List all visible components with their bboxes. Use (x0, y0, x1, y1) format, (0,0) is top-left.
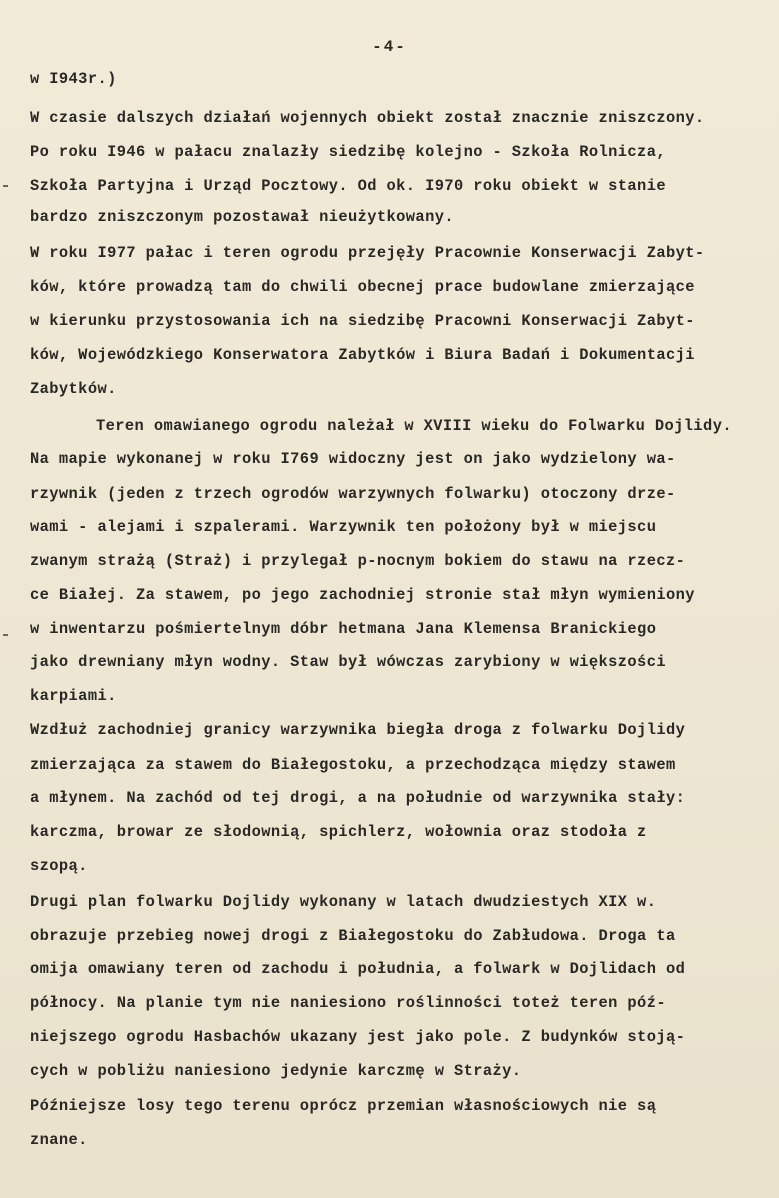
text-line: zmierzająca za stawem do Białegostoku, a przechodząca między stawem (30, 756, 676, 774)
text-line: ków, Wojewódzkiego Konserwatora Zabytków i Biura Badań i Dokumentacji (30, 346, 695, 364)
text-line: w I943r.) (30, 70, 117, 88)
text-line: Szkoła Partyjna i Urząd Pocztowy. Od ok. I970 roku obiekt w stanie (30, 177, 666, 195)
text-line: niejszego ogrodu Hasbachów ukazany jest jako pole. Z budynków stoją- (30, 1028, 686, 1046)
text-line: Na mapie wykonanej w roku I769 widoczny jest on jako wydzielony wa- (30, 450, 676, 468)
text-line: a młynem. Na zachód od tej drogi, a na południe od warzywnika stały: (30, 789, 686, 807)
text-line: cych w pobliżu naniesiono jedynie karczmę w Straży. (30, 1062, 522, 1080)
text-line: północy. Na planie tym nie naniesiono roślinności toteż teren póź- (30, 994, 666, 1012)
text-line: zwanym strażą (Straż) i przylegał p-nocnym bokiem do stawu na rzecz- (30, 552, 686, 570)
text-line: jako drewniany młyn wodny. Staw był wówczas zarybiony w większości (30, 653, 666, 671)
text-line: w inwentarzu pośmiertelnym dóbr hetmana Jana Klemensa Branickiego (30, 620, 657, 638)
text-line: bardzo zniszczonym pozostawał nieużytkowany. (30, 208, 454, 226)
text-line: Zabytków. (30, 380, 117, 398)
text-line: w kierunku przystosowania ich na siedzibę Pracowni Konserwacji Zabyt- (30, 312, 695, 330)
text-line: Wzdłuż zachodniej granicy warzywnika biegła droga z folwarku Dojlidy (30, 721, 686, 739)
text-line: omija omawiany teren od zachodu i południa, a folwark w Dojlidach od (30, 960, 686, 978)
text-line: Drugi plan folwarku Dojlidy wykonany w latach dwudziestych XIX w. (30, 893, 657, 911)
text-line: wami - alejami i szpalerami. Warzywnik ten położony był w miejscu (30, 518, 657, 536)
text-line: znane. (30, 1131, 88, 1149)
text-line: ce Białej. Za stawem, po jego zachodniej stronie stał młyn wymieniony (30, 586, 695, 604)
text-line: Późniejsze losy tego terenu oprócz przemian własnościowych nie są (30, 1097, 657, 1115)
text-line: rzywnik (jeden z trzech ogrodów warzywnych folwarku) otoczony drze- (30, 485, 676, 503)
margin-mark (3, 185, 8, 187)
text-line: obrazuje przebieg nowej drogi z Białegostoku do Zabłudowa. Droga ta (30, 927, 676, 945)
text-line: szopą. (30, 857, 88, 875)
text-line: W roku I977 pałac i teren ogrodu przejęły Pracownie Konserwacji Zabyt- (30, 244, 705, 262)
page-number: -4- (372, 38, 407, 56)
margin-mark (3, 634, 8, 636)
text-line: W czasie dalszych działań wojennych obiekt został znacznie zniszczony. (30, 109, 705, 127)
text-line: Teren omawianego ogrodu należał w XVIII wieku do Folwarku Dojlidy. (96, 417, 732, 435)
text-line: Po roku I946 w pałacu znalazły siedzibę kolejno - Szkoła Rolnicza, (30, 143, 666, 161)
text-line: karpiami. (30, 687, 117, 705)
text-line: karczma, browar ze słodownią, spichlerz, wołownia oraz stodoła z (30, 823, 647, 841)
text-line: ków, które prowadzą tam do chwili obecnej prace budowlane zmierzające (30, 278, 695, 296)
